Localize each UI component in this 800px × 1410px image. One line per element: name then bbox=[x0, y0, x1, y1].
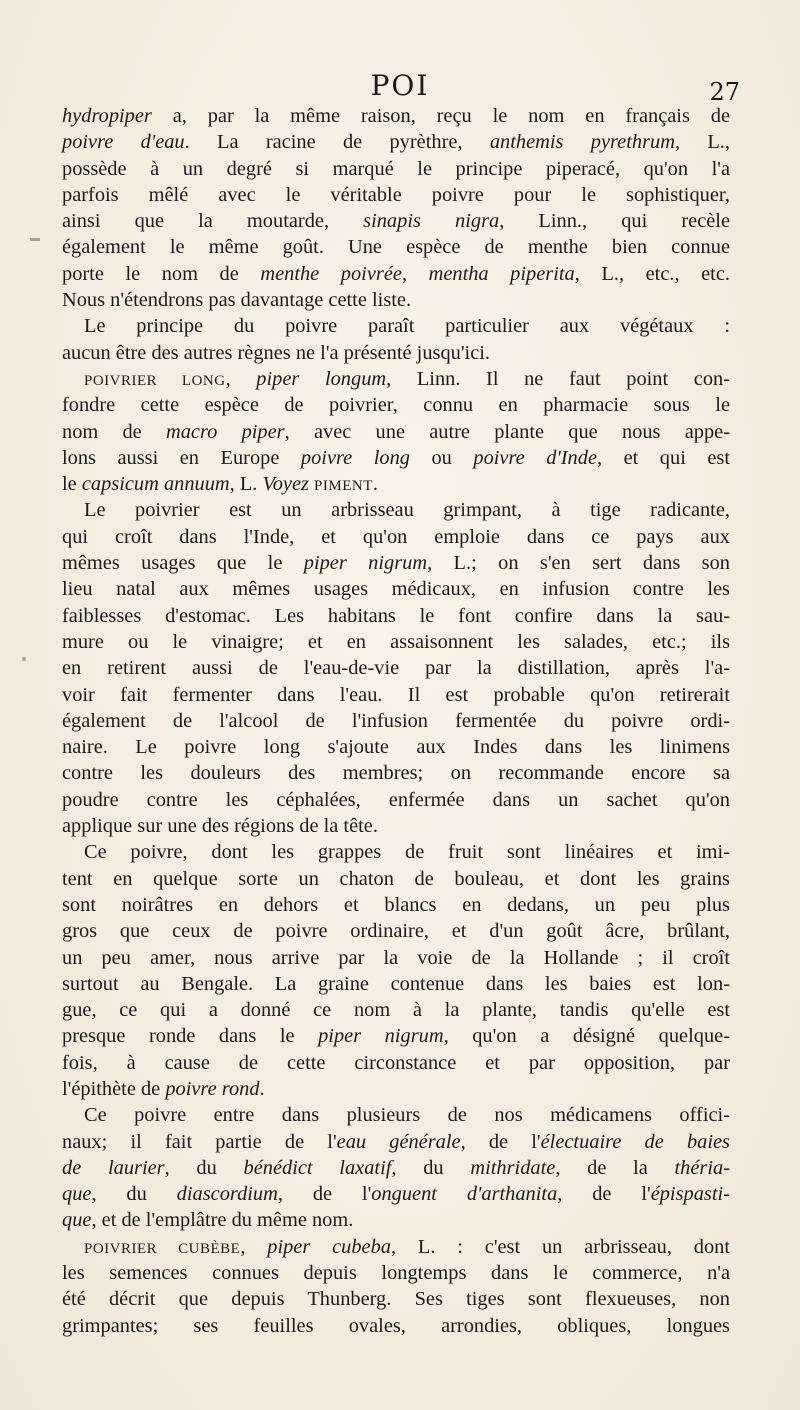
text-run: l'épithète de bbox=[62, 1077, 166, 1100]
text-run: voir fait fermenter dans l'eau. Il est probable qu'on retirerait bbox=[62, 683, 730, 706]
text-run: tent en quelque sorte un chaton de bouleau, et dont les grains bbox=[62, 867, 730, 890]
italic-term: sinapis nigra bbox=[363, 210, 500, 233]
text-run: . bbox=[259, 1077, 265, 1100]
italic-term: électuaire de baies bbox=[540, 1130, 730, 1153]
text-run: , Linn. Il ne faut point con- bbox=[386, 367, 730, 390]
text-run: faiblesses d'estomac. Les habitans le font confire dans la sau- bbox=[62, 604, 730, 627]
text-run: lons aussi en Europe bbox=[62, 446, 301, 469]
text-run: gue, ce qui a donné ce nom à la plante, tandis qu'elle est bbox=[62, 999, 730, 1022]
text-line bbox=[62, 419, 730, 445]
text-line bbox=[62, 524, 730, 550]
text-run: , et de l'emplâtre du même nom. bbox=[91, 1209, 354, 1232]
text-line bbox=[62, 1023, 730, 1049]
text-line bbox=[62, 340, 730, 366]
text-line bbox=[62, 576, 730, 602]
text-run: grimpantes; ses feuilles ovales, arrondies, obliques, longues bbox=[62, 1314, 730, 1337]
italic-term: épispasti- bbox=[650, 1183, 730, 1206]
text-line bbox=[62, 760, 730, 786]
text-run: fois, à cause de cette circonstance et par opposition, par bbox=[62, 1051, 730, 1074]
entry-heading: POIVRIER LONG bbox=[84, 372, 226, 389]
italic-term: piper nigrum bbox=[303, 552, 428, 575]
text-line bbox=[62, 182, 730, 208]
entry-heading: POIVRIER CUBÈBE bbox=[84, 1240, 241, 1257]
italic-term: piper cubeba bbox=[267, 1235, 391, 1258]
italic-term: mithridate bbox=[470, 1156, 556, 1179]
text-line bbox=[62, 156, 730, 182]
text-line bbox=[62, 892, 730, 918]
text-line bbox=[62, 734, 730, 760]
text-run: sont noirâtres en dehors et blancs en dedans, un peu plus bbox=[62, 893, 730, 916]
text-line bbox=[62, 445, 730, 471]
text-run: , de l' bbox=[460, 1130, 541, 1153]
text-line bbox=[62, 839, 730, 865]
text-run: Le principe du poivre paraît particulier aux végétaux : bbox=[84, 315, 730, 338]
text-line bbox=[62, 1207, 730, 1233]
italic-term: macro piper bbox=[165, 420, 285, 443]
text-line bbox=[62, 1286, 730, 1312]
text-line bbox=[62, 629, 730, 655]
text-line bbox=[62, 261, 730, 287]
body-text bbox=[62, 103, 730, 1339]
text-run: mure ou le vinaigre; et en assaisonnent les salades, etc.; ils bbox=[62, 630, 730, 653]
text-run: applique sur une des régions de la tête. bbox=[62, 815, 378, 838]
italic-term: anthemis pyrethrum bbox=[489, 131, 675, 154]
text-run: . bbox=[372, 473, 378, 496]
text-line bbox=[62, 918, 730, 944]
text-run: naire. Le poivre long s'ajoute aux Indes dans les linimens bbox=[62, 736, 730, 759]
text-run: , de l' bbox=[557, 1183, 651, 1206]
page-header bbox=[0, 66, 800, 106]
ink-mark bbox=[22, 657, 26, 661]
text-line bbox=[62, 1155, 730, 1181]
text-run: Ce poivre entre dans plusieurs de nos médicamens offici- bbox=[84, 1104, 730, 1127]
text-run: ainsi que la moutarde, bbox=[62, 210, 364, 233]
text-run: , Linn., qui recèle bbox=[499, 210, 731, 233]
text-line bbox=[62, 813, 730, 839]
text-run: , L. bbox=[229, 473, 263, 496]
italic-term: mentha piperita bbox=[428, 262, 575, 285]
italic-term: piper longum bbox=[256, 367, 387, 390]
text-line bbox=[62, 1050, 730, 1076]
text-run: les semences connues depuis longtemps dans le commerce, n'a bbox=[62, 1262, 730, 1285]
text-line bbox=[62, 1129, 730, 1155]
text-run: été décrit que depuis Thunberg. Ses tiges sont flexueuses, non bbox=[62, 1288, 730, 1311]
italic-term: de laurier bbox=[62, 1156, 165, 1179]
text-line bbox=[62, 655, 730, 681]
text-line bbox=[62, 1260, 730, 1286]
entry-heading: PIMENT bbox=[314, 478, 373, 495]
text-run: , bbox=[401, 262, 429, 285]
text-line bbox=[62, 208, 730, 234]
text-run: parfois mêlé avec le véritable poivre pour le sophistiquer, bbox=[62, 183, 730, 206]
text-run: gros que ceux de poivre ordinaire, et d'un goût âcre, brûlant, bbox=[62, 920, 730, 943]
text-run: possède à un degré si marqué le principe piperacé, qu'on l'a bbox=[62, 157, 730, 180]
text-line bbox=[62, 550, 730, 576]
italic-term: piper nigrum bbox=[318, 1025, 444, 1048]
text-run: , L. : c'est un arbrisseau, dont bbox=[391, 1235, 730, 1258]
italic-term: eau générale bbox=[336, 1130, 461, 1153]
italic-term: thériа- bbox=[674, 1156, 731, 1179]
text-run: naux; il fait partie de l' bbox=[62, 1130, 337, 1153]
text-run: a, par la même raison, reçu le nom en français de bbox=[151, 105, 730, 127]
text-run: aucun être des autres règnes ne l'a présenté jusqu'ici. bbox=[62, 341, 491, 364]
text-run: . La racine de pyrèthre, bbox=[184, 131, 490, 154]
text-run: Ce poivre, dont les grappes de fruit sont linéaires et imi- bbox=[84, 841, 730, 864]
italic-term: poivre long bbox=[300, 446, 410, 469]
ink-mark bbox=[30, 238, 40, 241]
text-line bbox=[62, 787, 730, 813]
text-line bbox=[62, 234, 730, 260]
text-run: , bbox=[240, 1235, 268, 1258]
text-run: mêmes usages que le bbox=[62, 552, 304, 575]
text-line bbox=[62, 971, 730, 997]
text-run: Nous n'étendrons pas davantage cette liste. bbox=[62, 289, 412, 312]
running-head: POI bbox=[370, 69, 430, 102]
text-line bbox=[62, 313, 730, 339]
italic-term: bénédict laxatif bbox=[243, 1156, 392, 1179]
text-run: , bbox=[225, 367, 257, 390]
italic-term: poivre d'eau bbox=[62, 131, 185, 154]
italic-term: que bbox=[62, 1183, 92, 1206]
text-run: lieu natal aux mêmes usages médicaux, en infusion contre les bbox=[62, 578, 730, 601]
italic-term: diascordium bbox=[176, 1183, 278, 1206]
text-run: , du bbox=[91, 1183, 177, 1206]
italic-term: Voyez bbox=[262, 473, 309, 496]
italic-term: hydropiper bbox=[62, 105, 152, 127]
text-line bbox=[62, 945, 730, 971]
text-run: , L., bbox=[674, 131, 731, 154]
text-run: un peu amer, nous arrive par la voie de la Hollande ; il croît bbox=[62, 946, 730, 969]
text-run: , qu'on a désigné quelque- bbox=[443, 1025, 730, 1048]
text-line bbox=[62, 1313, 730, 1339]
text-run: , de l' bbox=[277, 1183, 372, 1206]
text-line bbox=[62, 471, 730, 497]
text-run: surtout au Bengale. La graine contenue dans les baies est lon- bbox=[62, 972, 730, 995]
text-run: fondre cette espèce de poivrier, connu en pharmacie sous le bbox=[62, 394, 730, 417]
text-run: porte le nom de bbox=[62, 262, 261, 285]
italic-term: capsicum annuum bbox=[81, 473, 230, 496]
text-line bbox=[62, 1076, 730, 1102]
text-run: ou bbox=[409, 446, 474, 469]
text-line bbox=[62, 1102, 730, 1128]
text-run: , du bbox=[391, 1156, 471, 1179]
italic-term: poivre d'Inde bbox=[473, 446, 597, 469]
text-run: , avec une autre plante que nous appe- bbox=[284, 420, 731, 443]
text-line bbox=[62, 866, 730, 892]
text-line bbox=[62, 1181, 730, 1207]
text-run: le bbox=[62, 473, 82, 496]
text-line bbox=[62, 682, 730, 708]
text-line bbox=[62, 708, 730, 734]
text-run: , de la bbox=[555, 1156, 675, 1179]
text-line bbox=[62, 287, 730, 313]
text-line bbox=[62, 366, 730, 392]
text-run: , du bbox=[164, 1156, 244, 1179]
italic-term: menthe poivrée bbox=[260, 262, 402, 285]
text-run: , L., etc., etc. bbox=[574, 262, 730, 285]
text-run: également de l'alcool de l'infusion fermentée du poivre ordi- bbox=[62, 709, 730, 732]
text-run: contre les douleurs des membres; on recommande encore sa bbox=[62, 762, 730, 785]
text-line bbox=[62, 392, 730, 418]
page-number: 27 bbox=[709, 78, 740, 106]
text-run: également le même goût. Une espèce de menthe bien connue bbox=[62, 236, 730, 259]
text-line bbox=[62, 603, 730, 629]
text-run: , et qui est bbox=[597, 446, 731, 469]
text-run: qui croît dans l'Inde, et qu'on emploie dans ce pays aux bbox=[62, 525, 730, 548]
text-run: Le poivrier est un arbrisseau grimpant, à tige radicante, bbox=[84, 499, 730, 522]
italic-term: onguent d'arthanita bbox=[371, 1183, 558, 1206]
text-line bbox=[62, 497, 730, 523]
text-run: , L.; on s'en sert dans son bbox=[427, 552, 730, 575]
text-line bbox=[62, 103, 730, 129]
text-line bbox=[62, 1234, 730, 1260]
text-line bbox=[62, 129, 730, 155]
italic-term: que bbox=[62, 1209, 92, 1232]
text-run: presque ronde dans le bbox=[62, 1025, 319, 1048]
italic-term: poivre rond bbox=[165, 1077, 260, 1100]
text-run: en retirent aussi de l'eau-de-vie par la distillation, après l'a- bbox=[62, 657, 730, 680]
text-line bbox=[62, 997, 730, 1023]
text-run: nom de bbox=[62, 420, 166, 443]
text-run: poudre contre les céphalées, enfermée dans un sachet qu'on bbox=[62, 788, 730, 811]
